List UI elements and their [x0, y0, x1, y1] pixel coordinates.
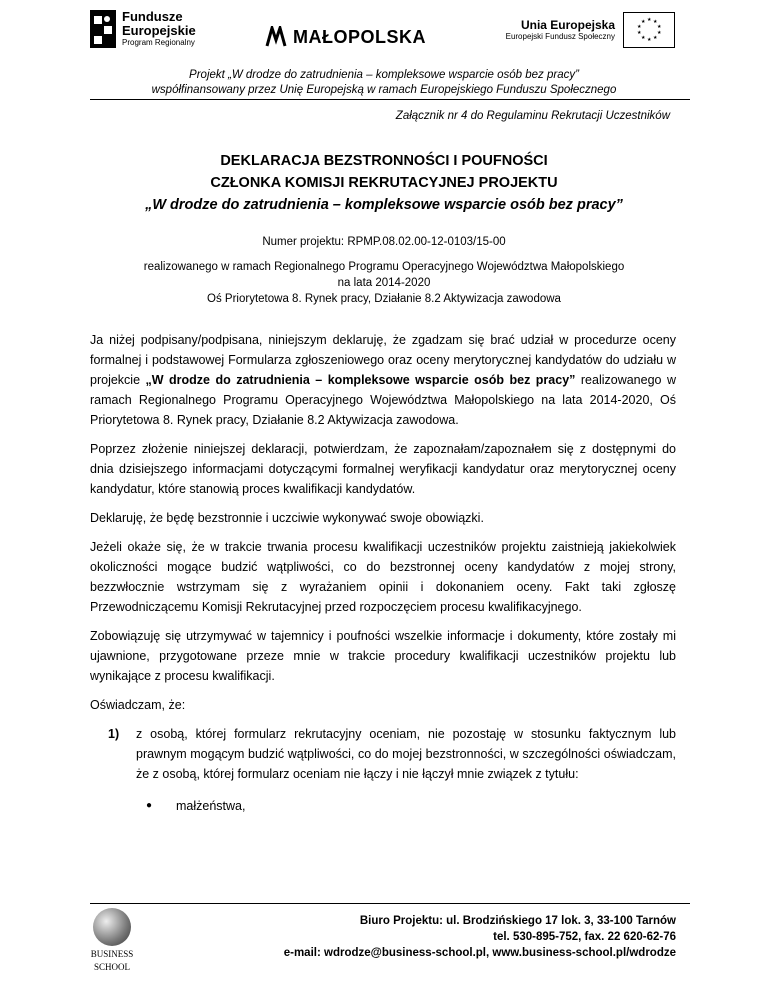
ue-label [495, 18, 615, 41]
title-line3: „W drodze do zatrudnienia – kompleksowe wsparcie osób bez pracy” [145, 197, 623, 213]
paragraph-5: Zobowiązuję się utrzymywać w tajemnicy i poufności wszelkie informacje i dokumenty, które zostały mi ujawnione, przygotowane przeze mnie w trakcie procedury kwalifikacji uczestników projektu lub wynikające z procesu kwalifikacji. [90, 629, 676, 683]
paragraph-4: Jeżeli okaże się, że w trakcie trwania procesu kwalifikacji uczestników projektu zaistnieją jakiekolwiek okoliczności mogące budzić wątpliwości, co do bezstronnej oceny kandydatów z mojej strony, bezzwłocznie wstrzymam się z wyrażaniem opinii i dokonaniem oceny. Fakt taki zgłoszę Przewodniczącemu Komisji Rekrutacyjnej przed rozpoczęciem procesu kwalifikacyjnego. [90, 540, 676, 614]
footer-divider [90, 903, 690, 904]
fe-line2: Europejskie [122, 23, 196, 38]
list-item-text: z osobą, której formularz rekrutacyjny oceniam, nie pozostaję w stosunku faktycznym lub prawnym mogącym budzić wątpliwości, co do mojej bezstronności, w szczególności oświadczam, że z osobą, której formularz oceniam nie łączy i nie łączył mnie związek z tytułu: [136, 727, 676, 781]
realization-info [0, 259, 768, 307]
bs-logo-line1: BUSINESS [90, 949, 134, 959]
bullet-icon: ● [146, 800, 153, 811]
title-line1: DEKLARACJA BEZSTRONNOŚCI I POUFNOŚCI [220, 153, 548, 169]
svg-text:★: ★ [641, 35, 646, 41]
project-number: Numer projektu: RPMP.08.02.00-12-0103/15-00 [262, 236, 506, 248]
svg-text:★: ★ [657, 24, 662, 30]
paragraph-3: Deklaruję, że będę bezstronnie i uczciwie wykonywać swoje obowiązki. [90, 511, 484, 525]
realization-line1: realizowanego w ramach Regionalnego Programu Operacyjnego Województwa Małopolskiego [143, 261, 625, 273]
project-header-line1: Projekt „W drodze do zatrudnienia – kompleksowe wsparcie osób bez pracy” [189, 69, 579, 81]
header-divider [90, 99, 690, 100]
list-item-number: 1) [108, 727, 120, 741]
malopolska-logo [265, 26, 426, 48]
project-name-bold: „W drodze do zatrudnienia – kompleksowe wsparcie osób bez pracy” [145, 373, 576, 387]
svg-text:★: ★ [641, 19, 646, 25]
business-school-logo [88, 908, 136, 988]
malopolska-text: MAŁOPOLSKA [293, 26, 426, 47]
eu-flag-icon [623, 12, 675, 48]
bullet-item [146, 796, 676, 816]
attachment-label: Załącznik nr 4 do Regulaminu Rekrutacji Uczestników [395, 110, 670, 122]
paragraph-6: Oświadczam, że: [90, 698, 186, 712]
fundusze-europejskie-logo [90, 10, 196, 48]
paragraph-2: Poprzez złożenie niniejszej deklaracji, potwierdzam, że zapoznałam/zapoznałem się z dostępnymi do dnia dzisiejszego informacjami dotyczącymi formalnej weryfikacji kandydatur oraz merytorycznej oceny kandydatur, które stanowią proces kwalifikacji kandydatów. [90, 442, 676, 496]
list-item [90, 724, 676, 784]
malopolska-icon [265, 26, 287, 48]
logo-bar [90, 10, 690, 62]
fe-line1: Fundusze [122, 9, 183, 24]
footer-email: e-mail: wdrodze@business-school.pl, www.business-school.pl/wdrodze [283, 947, 676, 959]
svg-text:★: ★ [653, 35, 658, 41]
footer-address: Biuro Projektu: ul. Brodzińskiego 17 lok. 3, 33-100 Tarnów [359, 915, 676, 927]
ue-title: Unia Europejska [520, 18, 615, 32]
title-line2: CZŁONKA KOMISJI REKRUTACYJNEJ PROJEKTU [210, 175, 558, 191]
footer-contact [284, 913, 676, 961]
fe-logo-icon [90, 10, 116, 48]
declaration-body [90, 330, 676, 816]
svg-text:★: ★ [653, 19, 658, 25]
document-title [0, 150, 768, 216]
project-header-line2: współfinansowany przez Unię Europejską w ramach Europejskiego Funduszu Społecznego [151, 84, 617, 96]
globe-icon [93, 908, 131, 946]
realization-line3: Oś Priorytetowa 8. Rynek pracy, Działanie 8.2 Aktywizacja zawodowa [207, 293, 561, 305]
footer-phone: tel. 530-895-752, fax. 22 620-62-76 [493, 931, 676, 943]
fe-line3: Program Regionalny [122, 38, 195, 47]
svg-text:★: ★ [647, 37, 652, 43]
svg-text:★: ★ [637, 24, 642, 30]
ue-subtitle: Europejski Fundusz Społeczny [505, 32, 615, 41]
paragraph-1: Ja niżej podpisany/podpisana, niniejszym deklaruję, że zgadzam się brać udział w procedurze oceny formalnej i podstawowej Formularza zgłoszeniowego oraz oceny merytorycznej kandydatów do udziału w projekcie „W drodze do zatrudnienia – kompleksowe wsparcie osób bez pracy” realizowanego w ramach Regionalnego Programu Operacyjnego Województwa Małopolskiego na lata 2014-2020, Oś Priorytetowa 8. Rynek pracy, Działanie 8.2 Aktywizacja zawodowa. [90, 333, 676, 427]
project-header [0, 68, 768, 98]
bs-logo-line2: SCHOOL [93, 962, 130, 972]
svg-text:★: ★ [647, 17, 652, 23]
svg-text:★: ★ [657, 30, 662, 36]
realization-line2: na lata 2014-2020 [337, 277, 431, 289]
bullet-text: małżeństwa, [176, 799, 246, 813]
svg-text:★: ★ [637, 30, 642, 36]
